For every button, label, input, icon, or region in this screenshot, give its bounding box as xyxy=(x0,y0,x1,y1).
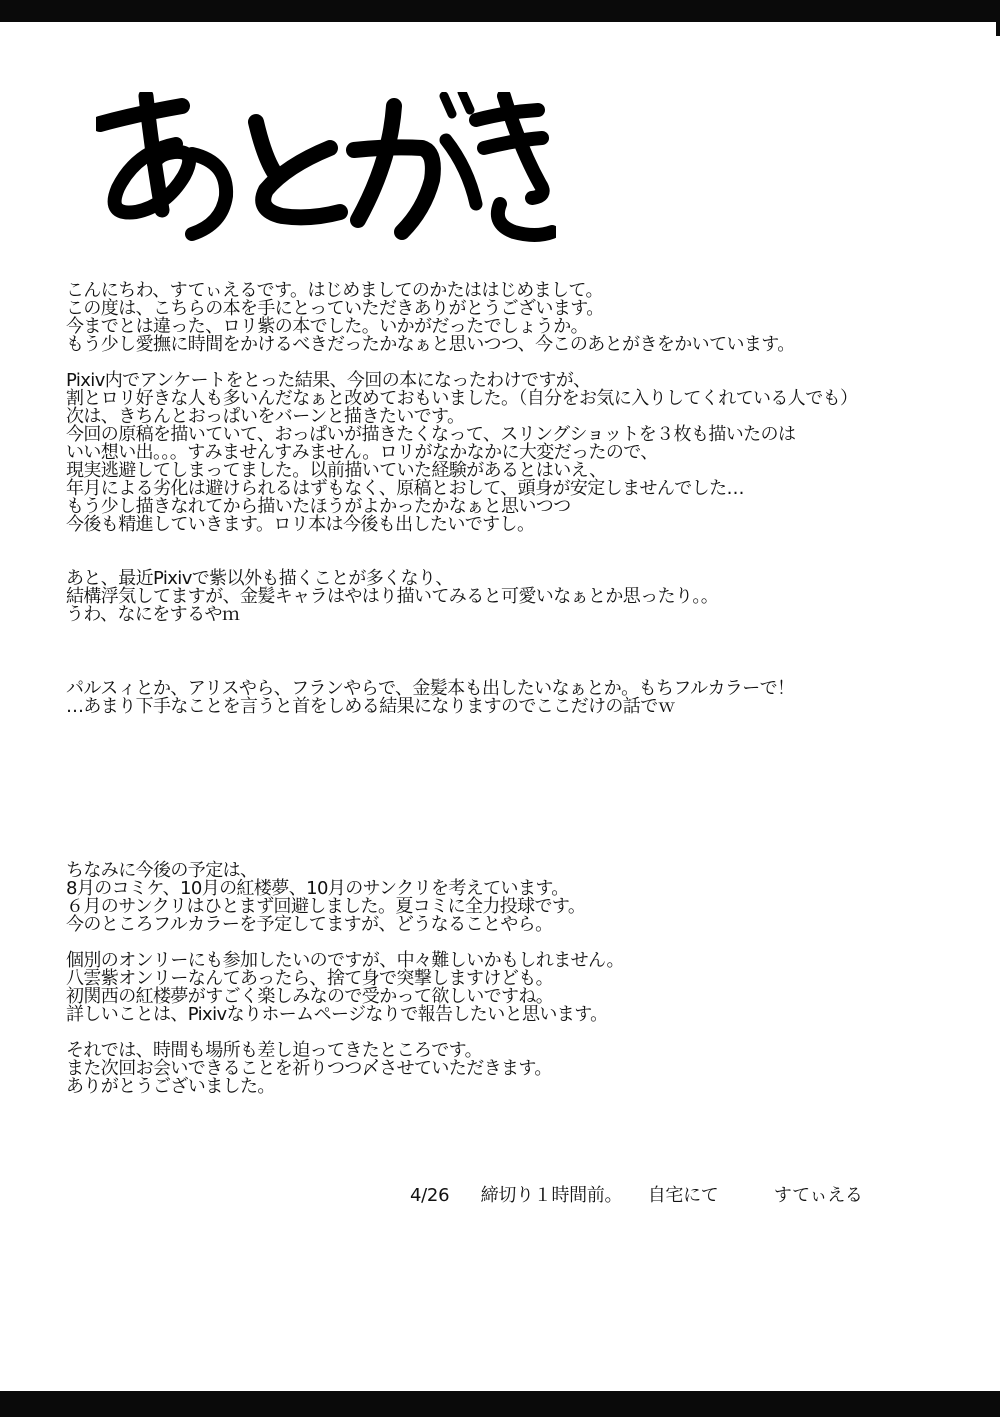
text-line: 八雲紫オンリーなんてあったら、捨て身で突撃しますけども。 xyxy=(66,968,554,989)
text-line: ちなみに今後の予定は、 xyxy=(66,860,258,881)
text-line: それでは、時間も場所も差し迫ってきたところです。 xyxy=(66,1040,482,1061)
text-line: また次回お会いできることを祈りつつ〆させていただきます。 xyxy=(66,1058,552,1079)
handwritten-title-graphic xyxy=(96,92,556,252)
text-line: こんにちわ、すてぃえるです。はじめましてのかたははじめまして。 xyxy=(66,280,603,301)
text-line: 初関西の紅楼夢がすごく楽しみなので受かって欲しいですね。 xyxy=(66,986,554,1007)
top-border-notch xyxy=(996,22,1000,36)
text-line: 詳しいことは、Pixivなりホームページなりで報告したいと思います。 xyxy=(66,1004,608,1025)
paragraph-greeting xyxy=(66,282,946,354)
text-line: うわ、なにをするやｍ xyxy=(66,604,240,625)
text-line: 年月による劣化は避けられるはずもなく、原稿とおして、頭身が安定しませんでした… xyxy=(66,478,744,499)
text-line: 現実逃避してしまってました。以前描いていた経験があるとはいえ、 xyxy=(66,460,607,481)
paragraph-schedule xyxy=(66,862,946,934)
text-line: 今回の原稿を描いていて、おっぱいが描きたくなって、スリングショットを３枚も描いたのは xyxy=(66,424,796,445)
text-line: 8月のコミケ、10月の紅楼夢、10月のサンクリを考えています。 xyxy=(66,878,569,899)
afterword-body xyxy=(66,282,946,1096)
text-line: ６月のサンクリはひとまず回避しました。夏コミに全力投球です。 xyxy=(66,896,586,917)
text-line: あと、最近Pixivで紫以外も描くことが多くなり、 xyxy=(66,568,453,589)
bottom-border-bar xyxy=(0,1391,1000,1417)
text-line: ありがとうございました。 xyxy=(66,1076,275,1097)
signature-author: すてぃえる xyxy=(773,1185,863,1206)
text-line: 次は、きちんとおっぱいをバーンと描きたいです。 xyxy=(66,406,465,427)
text-line: …あまり下手なことを言うと首をしめる結果になりますのでここだけの話でｗ xyxy=(66,696,675,717)
text-line: 今後も精進していきます。ロリ本は今後も出したいですし。 xyxy=(66,514,535,535)
signature-date: 4/26 xyxy=(410,1185,450,1206)
text-line: 今のところフルカラーを予定してますが、どうなることやら。 xyxy=(66,914,553,935)
text-line: 割とロリ好きな人も多いんだなぁと改めておもいました。（自分をお気に入りしてくれている人でも） xyxy=(66,388,858,409)
text-line: いい想い出。。。すみませんすみません。ロリがなかなかに大変だったので、 xyxy=(66,442,658,463)
top-border-bar xyxy=(0,0,1000,22)
text-line: 結構浮気してますが、金髪キャラはやはり描いてみると可愛いなぁとか思ったり。。 xyxy=(66,586,719,607)
paragraph-survey xyxy=(66,372,946,534)
text-line: もう少し描きなれてから描いたほうがよかったかなぁと思いつつ xyxy=(66,496,571,517)
paragraph-blonde xyxy=(66,570,946,624)
signature-note: 締切り１時間前。 xyxy=(480,1185,623,1206)
text-line: 今までとは違った、ロリ紫の本でした。いかがだったでしょうか。 xyxy=(66,316,588,337)
text-line: この度は、こちらの本を手にとっていただきありがとうございます。 xyxy=(66,298,604,319)
paragraph-plans-color xyxy=(66,680,946,716)
paragraph-closing xyxy=(66,1042,946,1096)
text-line: もう少し愛撫に時間をかけるべきだったかなぁと思いつつ、今このあとがきをかいています。 xyxy=(66,334,795,355)
text-line: パルスィとか、アリスやら、フランやらで、金髪本も出したいなぁとか。もちフルカラーで！ xyxy=(66,678,795,699)
page-title xyxy=(96,92,556,252)
signature-line xyxy=(410,1181,863,1207)
text-line: 個別のオンリーにも参加したいのですが、中々難しいかもしれません。 xyxy=(66,950,624,971)
paragraph-events xyxy=(66,952,946,1024)
text-line: Pixiv内でアンケートをとった結果、今回の本になったわけですが、 xyxy=(66,370,591,391)
signature-place: 自宅にて xyxy=(647,1185,719,1206)
